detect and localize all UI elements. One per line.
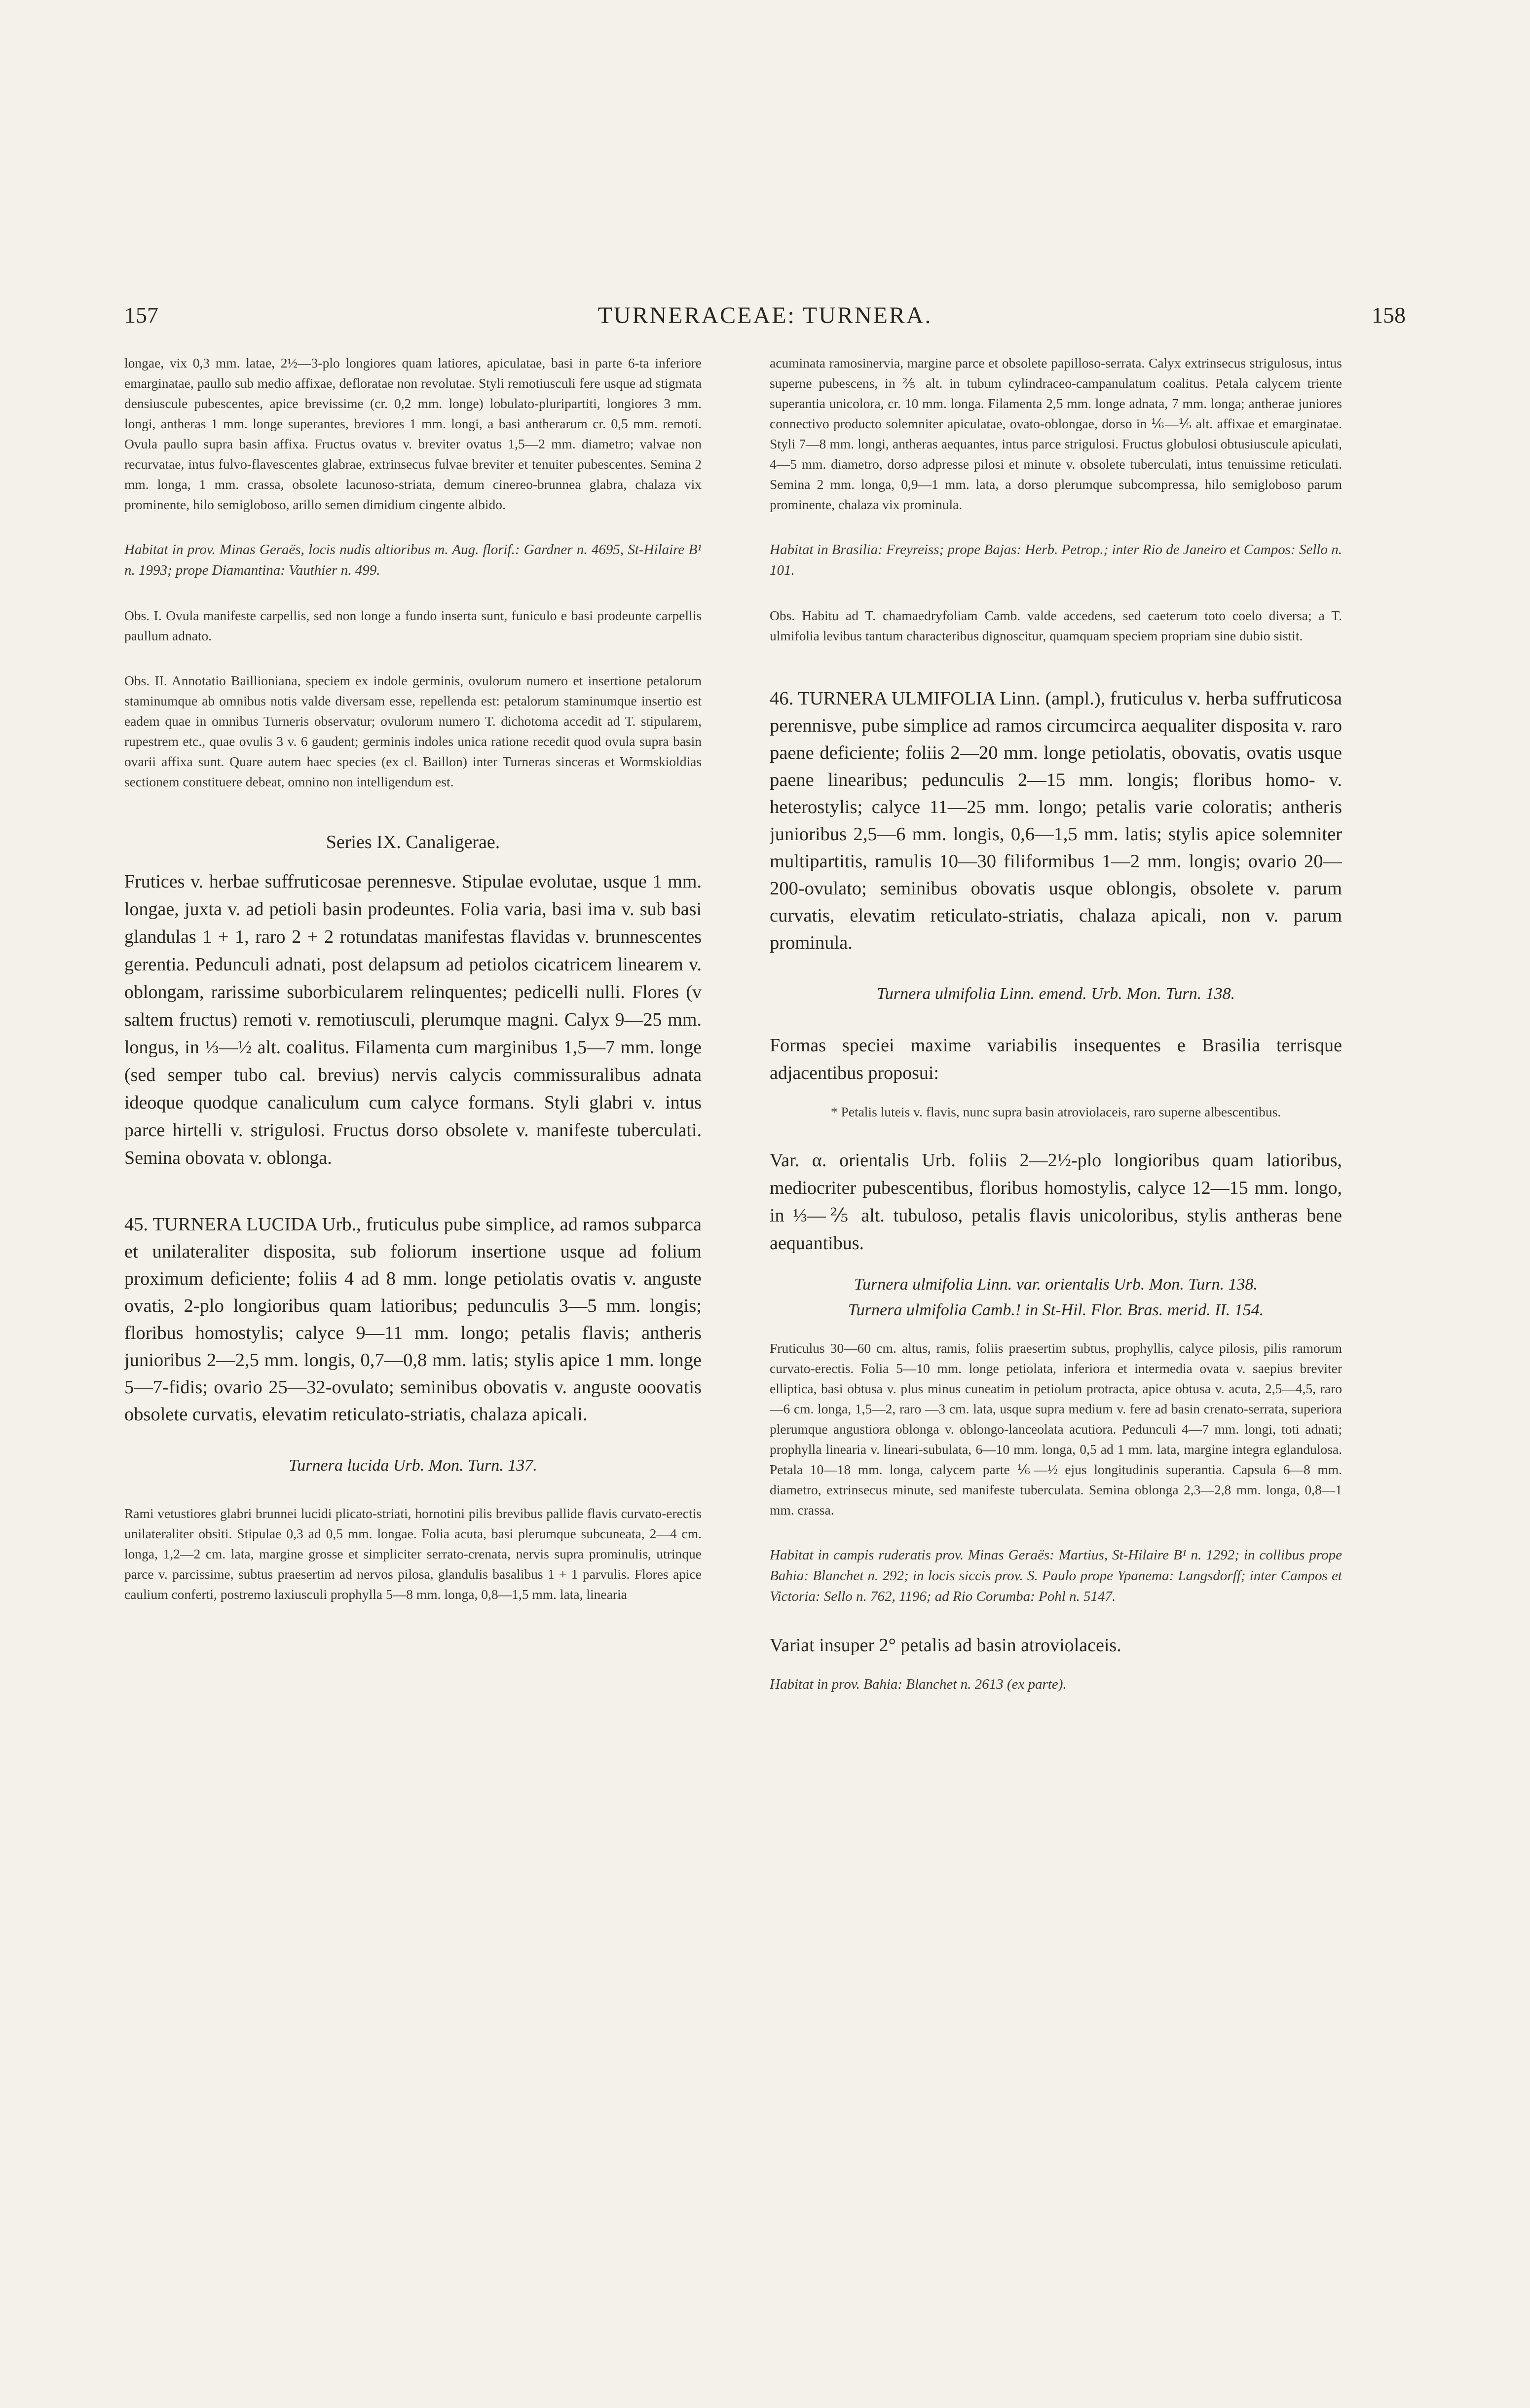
species-45-reference: Turnera lucida Urb. Mon. Turn. 137. [289, 1456, 537, 1475]
variety-alpha-description: Fruticulus 30—60 cm. altus, ramis, foliis praesertim subtus, prophyllis, calyce pilosis, pilis ramorum curvato-erectis. Folia 5—10 mm. longe petiolata, inferiora et intermedia ovata v. saepius breviter elliptica, basi obtusa v. plus minus cuneatim in petiolum protracta, apice obtusa v. acuta, 2,5—4,5, raro —6 cm. longa, 1,5—2, raro —3 cm. lata, usque supra medium v. fere ad basin crenato-serrata, superiora plerumque angustiora oblonga v. oblongo-lanceolata acutiora. Pedunculi 4—7 mm. longi, toti adnati; prophylla linearia v. lineari-subulata, 6—10 mm. longa, 0,5 ad 1 mm. lata, margine integra eglandulosa. Petala 10—18 mm. longa, calycem parte ⅙—½ ejus longitudinis superantia. Capsula 6—8 mm. diametro, extrinsecus minute, sed manifeste tuberculata. Semina oblonga 2,3—2,8 mm. longa, 0,8—1 mm. crassa. [770, 1340, 1342, 1518]
page-number-left: 157 [124, 302, 158, 328]
running-head: TURNERACEAE: TURNERA. [597, 302, 933, 329]
observation-1: Obs. I. Ovula manifeste carpellis, sed non longe a fundo inserta sunt, funiculo e basi prodeunte carpellis paullum adnato. [124, 608, 702, 643]
series-heading: Series IX. Canaligerae. [326, 832, 500, 852]
continued-description-right: acuminata ramosinervia, margine parce et obsolete papilloso-serrata. Calyx extrinsecus strigulosus, intus superne pubescens, in ⅖ alt. in tubum cylindraceo-campanulatum coalitus. Petala calycem triente superantia unicolora, cr. 10 mm. longa. Filamenta 2,5 mm. longe adnata, 7 mm. longa; antherae juniores connectivo producto solemniter apiculatae, ovato-oblongae, dorso in ⅙—⅕ alt. affixae et emarginatae. Styli 7—8 mm. longi, antheras aequantes, intus parce strigulosi. Fructus globulosi obtusiuscule apiculati, 4—5 mm. diametro, dorso adpresse pilosi et minute v. obsolete tuberculati, intus tenuissime reticulati. Semina 2 mm. longa, 0,9—1 mm. lata, a dorso plerumque subcompressa, hilo semigloboso parum prominente, chalaza vix prominula. [770, 355, 1342, 512]
page-number-right: 158 [1372, 302, 1406, 328]
variat-paragraph: Variat insuper 2° petalis ad basin atroviolaceis. [770, 1635, 1121, 1656]
species-45-diagnosis: 45. TURNERA LUCIDA Urb., fruticulus pube simplice, ad ramos subparca et unilateraliter disposita, sub foliorum insertione usque ad folium proximum deficiente; foliis 4 ad 8 mm. longe petiolatis ovatis v. anguste ovatis, 2-plo longioribus quam latioribus; pedunculis 3—5 mm. longis; floribus homostylis; calyce 9—11 mm. longo; petalis flavis; antheris junioribus 2—2,5 mm. longis, 0,7—0,8 mm. latis; stylis apice 1 mm. longe 5—7-fidis; ovario 25—32-ovulato; seminibus obovatis v. anguste ooovatis obsolete curvatis, elevatim reticulato-striatis, chalaza apicali. [124, 1214, 702, 1425]
variety-alpha: Var. α. orientalis Urb. foliis 2—2½-plo longioribus quam latioribus, mediocriter pubescentibus, floribus homostylis, calyce 12—15 mm. longo, in ⅓—⅖ alt. tubuloso, petalis flavis unicoloribus, stylis antheras bene aequantibus. [770, 1150, 1342, 1254]
page-header [124, 302, 1406, 336]
observation-right: Obs. Habitu ad T. chamaedryfoliam Camb. valde accedens, sed caeterum toto coelo diversa; a T. ulmifolia levibus tantum characteribus dignoscitur, quamquam speciem propriam sine dubio sistit. [770, 608, 1342, 643]
variety-alpha-reference-1: Turnera ulmifolia Linn. var. orientalis Urb. Mon. Turn. 138. [854, 1275, 1258, 1294]
habitat-paragraph: Habitat in prov. Minas Geraës, locis nudis altioribus m. Aug. florif.: Gardner n. 4695, St-Hilaire B¹ n. 1993; prope Diamantina: Vauthier n. 499. [124, 542, 702, 578]
habitat-paragraph-right: Habitat in Brasilia: Freyreiss; prope Bajas: Herb. Petrop.; inter Rio de Janeiro et Campos: Sello n. 101. [770, 542, 1342, 578]
petal-group-note: * Petalis luteis v. flavis, nunc supra basin atroviolaceis, raro superne albescentibus. [830, 1104, 1281, 1119]
left-column [124, 353, 702, 2301]
observation-2: Obs. II. Annotatio Baillioniana, speciem ex indole germinis, ovulorum numero et insertione petalorum staminumque ab omnibus notis valde diversam esse, repellenda est: petalorum staminumque insertio est eadem quae in omnibus Turneris observatur; ovulorum numero T. dichotoma accedit ad T. stipularem, rupestrem etc., quae ovulis 3 v. 6 gaudent; germinis indoles unica ratione recedit quod ovula supra basin ovarii affixa sunt. Quare autem haec species (ex cl. Baillon) inter Turneras sinceras et Wormskioldias sectionem constituere debeat, omnino non intelligendum est. [124, 673, 702, 789]
series-description: Frutices v. herbae suffruticosae perennesve. Stipulae evolutae, usque 1 mm. longae, juxta v. ad petioli basin prodeuntes. Folia varia, basi ima v. sub basi glandulas 1 + 1, raro 2 + 2 rotundatas manifestas flavidas v. brunnescentes gerentia. Pedunculi adnati, post delapsum ad petiolos cicatricem linearem v. oblongam, rarissime suborbicularem relinquentes; pedicelli nulli. Flores (v saltem fructus) remoti v. remotiusculi, plerumque magni. Calyx 9—25 mm. longus, in ⅓—½ alt. coalitus. Filamenta cum marginibus 1,5—7 mm. longe (sed semper tubo cal. brevius) nervis calycis commissuralibus adnata ideoque quodque canaliculum cum calyce formans. Styli glabri v. intus parce hirtelli v. strigulosi. Fructus dorso obsolete v. manifeste tuberculati. Semina obovata v. oblonga. [124, 871, 702, 1168]
right-column [770, 353, 1342, 2301]
variety-alpha-habitat: Habitat in campis ruderatis prov. Minas Geraës: Martius, St-Hilaire B¹ n. 1292; in collibus prope Bahia: Blanchet n. 292; in locis siccis prov. S. Paulo prope Ypanema: Langsdorff; inter Campos et Victoria: Sello n. 762, 1196; ad Rio Corumba: Pohl n. 5147. [770, 1547, 1342, 1604]
variety-alpha-reference-2: Turnera ulmifolia Camb.! in St-Hil. Flor. Bras. merid. II. 154. [848, 1301, 1264, 1319]
variat-habitat: Habitat in prov. Bahia: Blanchet n. 2613 (ex parte). [770, 1676, 1067, 1692]
continued-description: longae, vix 0,3 mm. latae, 2½—3-plo longiores quam latiores, apiculatae, basi in parte 6-ta inferiore emarginatae, paullo sub medio affixae, defloratae non revolutae. Styli remotiusculi fere usque ad stigmata densiuscule pubescentes, apice brevissime (cr. 0,2 mm. longe) lobulato-pluripartiti, longiores 3 mm. longi, antheras 1 mm. longe superantes, breviores 1 mm. longi, a basi antherarum cr. 0,5 mm. remoti. Ovula paullo supra basin affixa. Fructus ovatus v. breviter ovatus 1,5—2 mm. diametro; valvae non recurvatae, intus fulvo-flavescentes glabrae, extrinsecus fulvae breviter et tenuiter pubescentes. Semina 2 mm. longa, 1 mm. crassa, obsolete lacunoso-striata, demum cinereo-brunnea glabra, chalaza vix prominente, hilo semigloboso, arillo semen dimidium cingente albido. [124, 355, 702, 512]
species-45-description: Rami vetustiores glabri brunnei lucidi plicato-striati, hornotini pilis brevibus pallide flavis curvato-erectis unilateraliter obsiti. Stipulae 0,3 ad 0,5 mm. longae. Folia acuta, basi plerumque subcuneata, 2—4 cm. longa, 1,2—2 cm. lata, margine grosse et simpliciter serrato-crenata, nervis supra prominulis, utrinque parce v. parcissime, subtus praesertim ad nervos pilosa, glandulis basalibus 1 + 1 parvulis. Flores apice caulium conferti, postremo laxiusculi prophylla 5—8 mm. longa, 0,8—1,5 mm. lata, linearia [124, 1506, 702, 1602]
species-46-reference: Turnera ulmifolia Linn. emend. Urb. Mon. Turn. 138. [876, 985, 1235, 1003]
species-46-diagnosis: 46. TURNERA ULMIFOLIA Linn. (ampl.), fruticulus v. herba suffruticosa perennisve, pube simplice ad ramos circumcirca aequaliter disposita v. raro paene deficiente; foliis 2—20 mm. longe petiolatis, obovatis, ovatis usque paene linearibus; pedunculis 2—15 mm. longis; floribus homo- v. heterostylis; calyce 11—25 mm. longo; petalis varie coloratis; antheris junioribus 2,5—6 mm. longis, 0,6—1,5 mm. latis; stylis apice solemniter multipartitis, ramulis 10—30 filiformibus 1—2 mm. longis; ovario 20—200-ovulato; seminibus obovatis usque oblongis, obsolete v. parum curvatis, elevatim reticulato-striatis, chalaza apicali, non v. parum prominula. [770, 688, 1342, 953]
formas-paragraph: Formas speciei maxime variabilis insequentes e Brasilia terrisque adjacentibus proposui: [770, 1035, 1342, 1083]
